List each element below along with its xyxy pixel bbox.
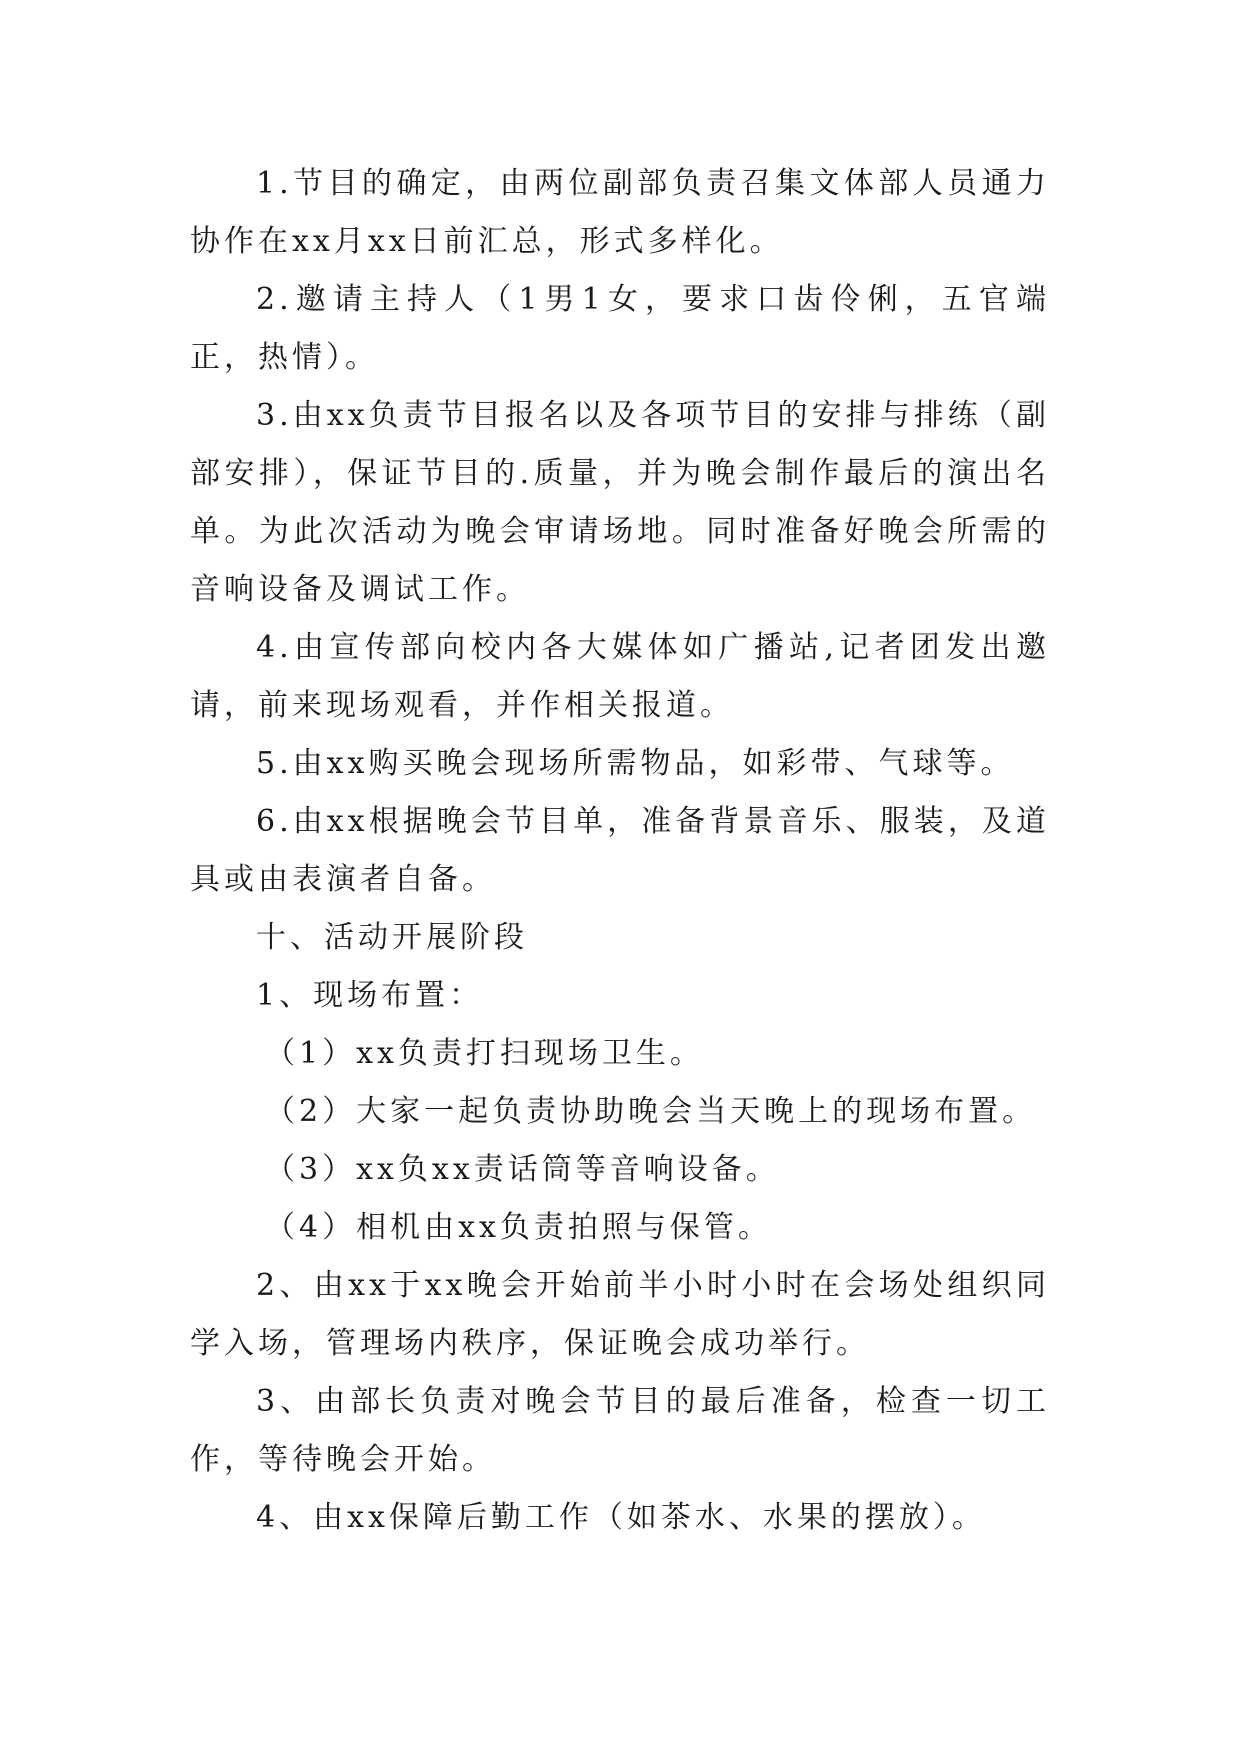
step-item-4: 4、由xx保障后勤工作（如茶水、水果的摆放）。 [256, 1500, 986, 1535]
paragraph-item-3: 3.由xx负责节目报名以及各项节目的安排与排练（副部安排），保证节目的.质量，并为晚会制作最后的演出名单。为此次活动为晚会审请场地。同时准备好晚会所需的音响设备及调试工作。 [190, 398, 1050, 607]
paragraph-item-5: 5.由xx购买晚会现场所需物品，如彩带、气球等。 [256, 746, 1015, 781]
paragraph-item-2: 2.邀请主持人（1男1女，要求口齿伶俐，五官端正，热情）。 [190, 282, 1050, 375]
step-item-3: 3、由部长负责对晚会节目的最后准备，检查一切工作，等待晚会开始。 [190, 1384, 1050, 1477]
paragraph-item-1: 1.节目的确定，由两位副部负责召集文体部人员通力协作在xx月xx日前汇总，形式多样化。 [190, 166, 1050, 259]
sub-item-1: （1）xx负责打扫现场卫生。 [265, 1036, 704, 1071]
step-item-2: 2、由xx于xx晚会开始前半小时小时在会场处组织同学入场，管理场内秩序，保证晚会成功举行。 [190, 1268, 1050, 1361]
sub-item-4: （4）相机由xx负责拍照与保管。 [265, 1210, 772, 1245]
paragraph-item-4: 4.由宣传部向校内各大媒体如广播站,记者团发出邀请，前来现场观看，并作相关报道。 [190, 630, 1050, 723]
sub-item-3: （3）xx负xx责话筒等音响设备。 [265, 1152, 780, 1187]
document-body [190, 155, 1050, 1547]
section-heading: 十、活动开展阶段 [256, 920, 528, 955]
paragraph-item-6: 6.由xx根据晚会节目单，准备背景音乐、服装，及道具或由表演者自备。 [190, 804, 1050, 897]
sub-item-2: （2）大家一起负责协助晚会当天晚上的现场布置。 [265, 1094, 1037, 1129]
subsection-heading: 1、现场布置： [256, 978, 484, 1013]
